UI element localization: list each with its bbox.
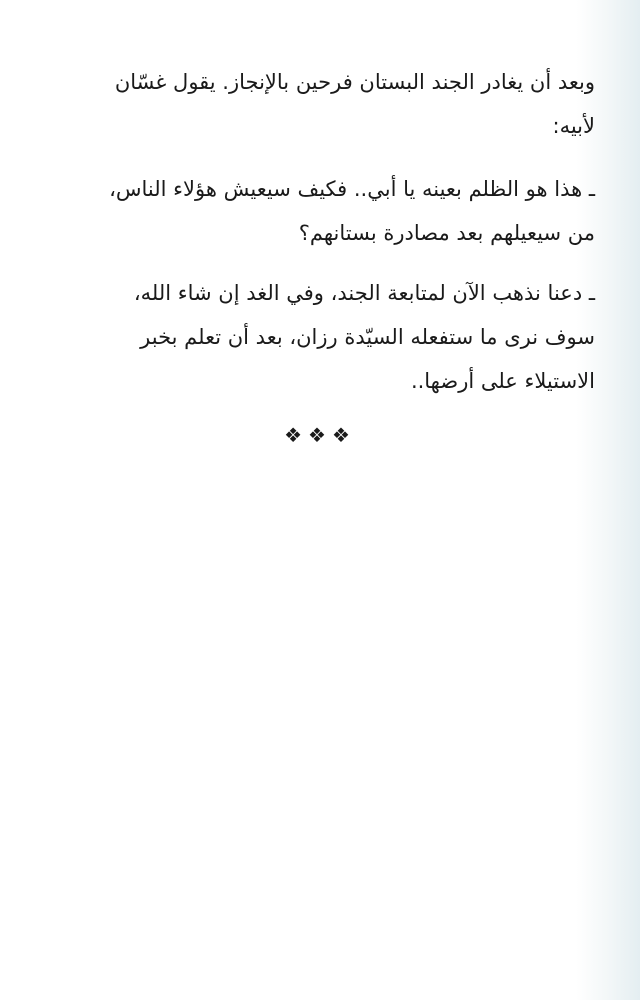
paragraph-3-line-2: سوف نرى ما ستفعله السيّدة رزان، بعد أن تعلم بخبر bbox=[140, 325, 595, 349]
paragraph-3 bbox=[50, 271, 595, 403]
paragraph-2-line-2: من سيعيلهم بعد مصادرة بستانهم؟ bbox=[298, 221, 595, 245]
paragraph-2-line-1: ـ هذا هو الظلم بعينه يا أبي.. فكيف سيعيش هؤلاء الناس، bbox=[109, 177, 595, 201]
paragraph-2 bbox=[50, 167, 595, 255]
paragraph-3-line-1: ـ دعنا نذهب الآن لمتابعة الجند، وفي الغد إن شاء الله، bbox=[133, 281, 595, 305]
paragraph-1-line-2: لأبيه: bbox=[552, 114, 595, 138]
paragraph-3-line-3: الاستيلاء على أرضها.. bbox=[410, 369, 595, 393]
paragraph-1-line-1: وبعد أن يغادر الجند البستان فرحين بالإنجاز. يقول غسّان bbox=[114, 70, 595, 94]
section-divider-ornament: ❖❖❖ bbox=[284, 423, 356, 447]
paragraph-1 bbox=[50, 60, 595, 148]
